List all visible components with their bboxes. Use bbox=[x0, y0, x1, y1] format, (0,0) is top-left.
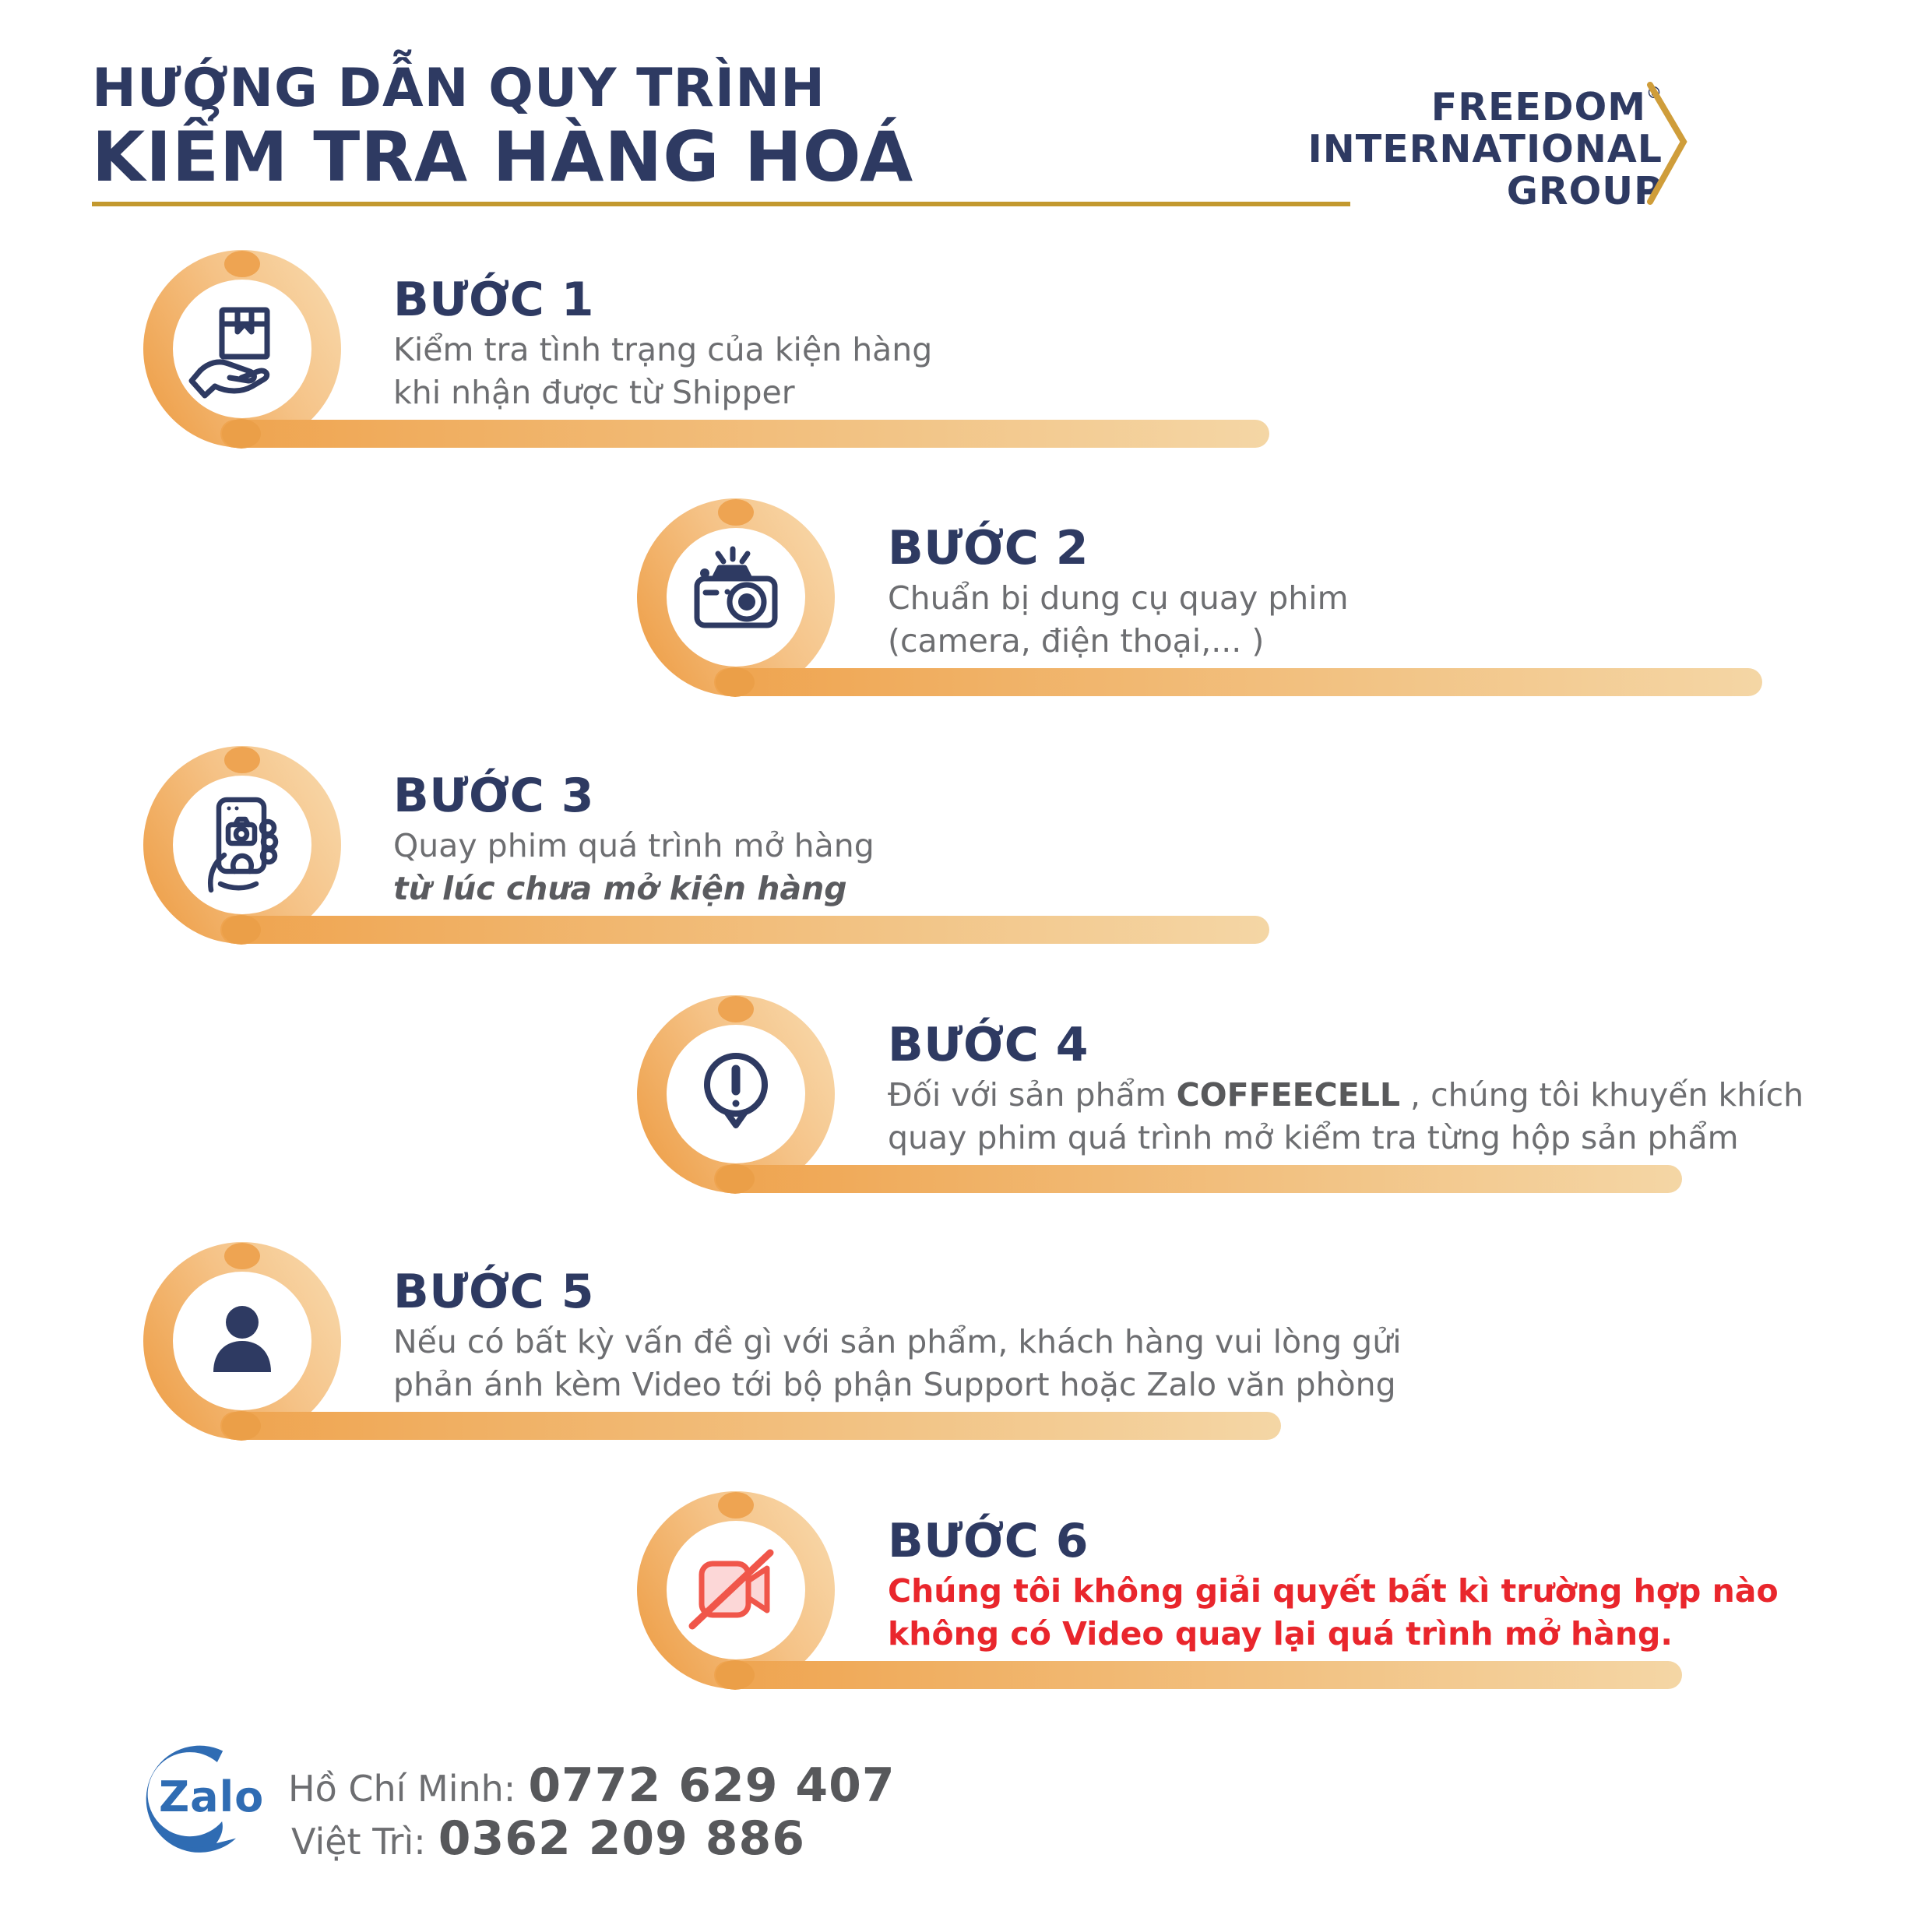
ribbon-end-cap bbox=[718, 1492, 754, 1519]
step-ribbon-bar bbox=[714, 1661, 1682, 1689]
coffeecell-highlight: COFFEECELL bbox=[1176, 1076, 1400, 1114]
contact-line-hcm bbox=[288, 1758, 896, 1813]
step-description: Quay phim quá trình mở hàng từ lúc chưa mở kiện hàng bbox=[393, 827, 875, 907]
registered-mark: ® bbox=[1646, 83, 1663, 102]
contact-number: 0772 629 407 bbox=[528, 1758, 896, 1813]
page-title-line1: HƯỚNG DẪN QUY TRÌNH bbox=[92, 58, 825, 119]
step-title: BƯỚC 4 bbox=[888, 1018, 1089, 1072]
contact-number: 0362 209 886 bbox=[438, 1811, 805, 1866]
page-title-line2: KIỂM TRA HÀNG HOÁ bbox=[92, 117, 914, 197]
contact-label: Việt Trì: bbox=[291, 1821, 426, 1863]
step-title: BƯỚC 6 bbox=[888, 1514, 1089, 1568]
step-title: BƯỚC 3 bbox=[393, 769, 594, 823]
logo-line-group: GROUP bbox=[1506, 169, 1663, 213]
step-title: BƯỚC 2 bbox=[888, 521, 1089, 575]
step-description-warning: Chúng tôi không giải quyết bất kì trường hợp nào không có Video quay lại quá trình mở hàng. bbox=[888, 1572, 1779, 1652]
contact-label: Hồ Chí Minh: bbox=[288, 1768, 516, 1810]
video-off-icon bbox=[681, 1536, 790, 1645]
logo-line-freedom: FREEDOM bbox=[1431, 85, 1646, 129]
step-description: Nếu có bất kỳ vấn đề gì với sản phẩm, khách hàng vui lòng gửi phản ánh kèm Video tới bộ phận Support hoặc Zalo văn phòng bbox=[393, 1323, 1402, 1403]
step-description: Kiểm tra tình trạng của kiện hàng khi nhận được từ Shipper bbox=[393, 331, 933, 411]
step-description: Đối với sản phẩm COFFEECELL , chúng tôi khuyến khích quay phim quá trình mở kiểm tra từng hộp sản phẩm bbox=[888, 1076, 1804, 1156]
step-description: Chuẩn bị dung cụ quay phim (camera, điện thoại,... ) bbox=[888, 579, 1349, 660]
step-title: BƯỚC 1 bbox=[393, 273, 594, 327]
zalo-wordmark: Zalo bbox=[159, 1772, 265, 1821]
contact-line-viettri bbox=[291, 1811, 805, 1866]
ribbon-end-cap bbox=[716, 1660, 755, 1690]
zalo-logo bbox=[139, 1741, 265, 1863]
logo-line-international: INTERNATIONAL bbox=[1307, 127, 1663, 171]
step-title: BƯỚC 5 bbox=[393, 1265, 594, 1319]
